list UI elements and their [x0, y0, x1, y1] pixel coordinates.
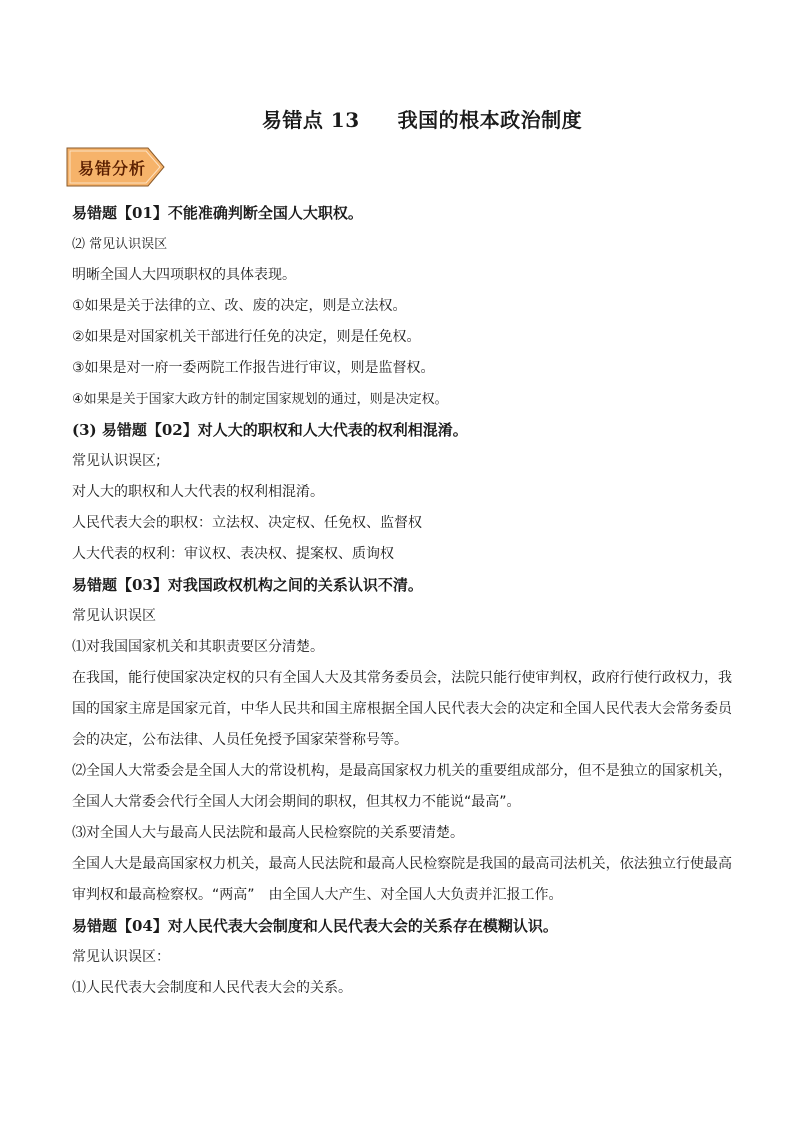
text-line: 常见认识误区;: [72, 453, 161, 469]
section-badge: [66, 144, 164, 188]
text-line: ⑵ 常见认识误区: [72, 237, 168, 252]
text-line: 常见认识误区: [72, 608, 156, 624]
title-prefix: 易错点 13: [261, 108, 360, 132]
text-line: 常见认识误区：: [72, 949, 170, 965]
question-heading: (3) 易错题【02】对人大的职权和人大代表的权利相混淆。: [72, 421, 468, 439]
text-line: ②如果是对国家机关干部进行任免的决定，则是任免权。: [72, 329, 421, 345]
text-line: ①如果是关于法律的立、改、废的决定，则是立法权。: [72, 298, 407, 314]
text-line: ⑵全国人大常委会是全国人大的常设机构，是最高国家权力机关的重要组成部分，但不是独立的国家机关，全国人大常委会代行全国人大闭会期间的职权，但其权力不能说“最高”。: [72, 763, 732, 810]
title-main: 我国的根本政治制度: [397, 108, 583, 132]
text-line: 对人大的职权和人大代表的权利相混淆。: [72, 484, 324, 500]
text-line: 全国人大是最高国家权力机关，最高人民法院和最高人民检察院是我国的最高司法机关，依法独立行使最高审判权和最高检察权。“两高” 由全国人大产生、对全国人大负责并汇报工作。: [72, 856, 732, 903]
text-line: ⑴人民代表大会制度和人民代表大会的关系。: [72, 980, 352, 996]
badge-label: 易错分析: [78, 159, 147, 178]
question-heading: 易错题【01】不能准确判断全国人大职权。: [72, 204, 363, 222]
text-line: 明晰全国人大四项职权的具体表现。: [72, 267, 296, 283]
question-heading: 易错题【04】对人民代表大会制度和人民代表大会的关系存在模糊认识。: [72, 917, 558, 935]
text-line: ④如果是关于国家大政方针的制定国家规划的通过，则是决定权。: [72, 392, 448, 407]
text-line: ③如果是对一府一委两院工作报告进行审议，则是监督权。: [72, 360, 435, 376]
text-line: ⑶对全国人大与最高人民法院和最高人民检察院的关系要清楚。: [72, 825, 464, 841]
text-line: 人大代表的权利：审议权、表决权、提案权、质询权: [72, 546, 394, 562]
page-title: [0, 104, 794, 133]
question-heading: 易错题【03】对我国政权机构之间的关系认识不清。: [72, 576, 423, 594]
content-body: [72, 198, 732, 1004]
text-line: 人民代表大会的职权：立法权、决定权、任免权、监督权: [72, 515, 422, 531]
text-line: ⑴对我国国家机关和其职责要区分清楚。: [72, 639, 324, 655]
text-line: 在我国，能行使国家决定权的只有全国人大及其常务委员会，法院只能行使审判权，政府行使行政权力，我国的国家主席是国家元首，中华人民共和国主席根据全国人民代表大会的决定和全国人民代表大会常务委员会的决定，公布法律、人员任免授予国家荣誉称号等。: [72, 670, 732, 748]
